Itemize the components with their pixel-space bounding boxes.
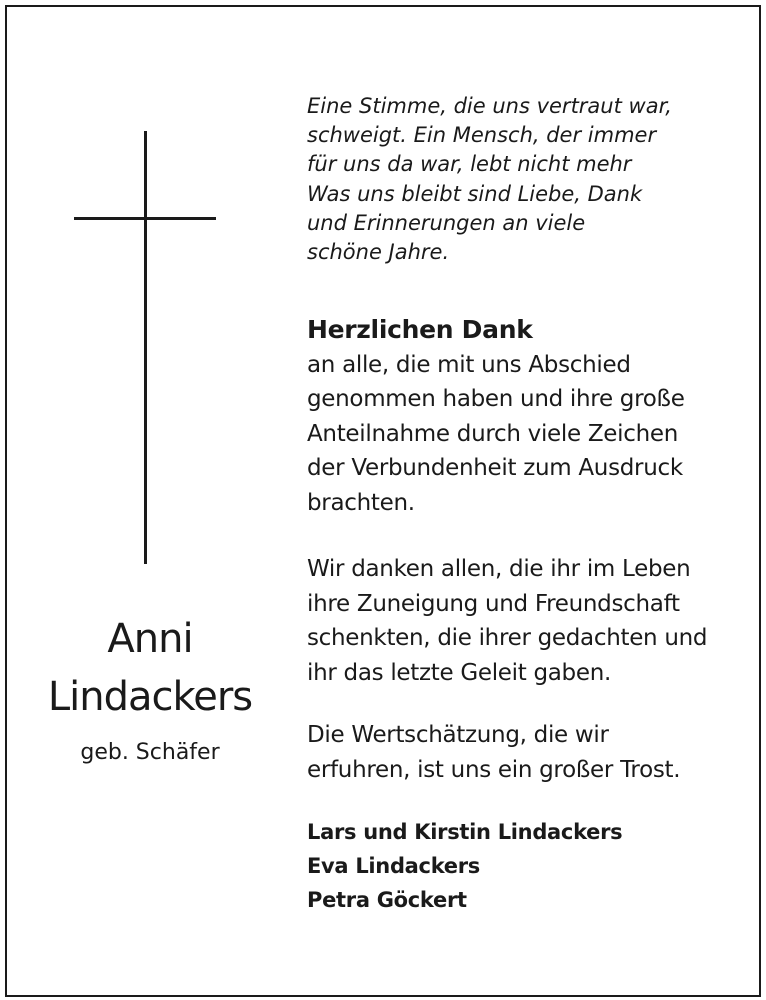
- poem-line: Eine Stimme, die uns vertraut war,: [307, 94, 672, 118]
- gratitude-line: ihre Zuneigung und Freundschaft: [307, 590, 680, 617]
- gratitude-paragraph: [307, 552, 747, 690]
- thanks-line: Anteilnahme durch viele Zeichen: [307, 420, 678, 447]
- signer-name: Eva Lindackers: [307, 854, 480, 878]
- comfort-paragraph: [307, 718, 747, 787]
- poem-line: für uns da war, lebt nicht mehr: [307, 152, 632, 177]
- first-name: Anni: [107, 616, 193, 662]
- thanks-paragraph: [307, 313, 747, 520]
- last-name: Lindackers: [47, 674, 253, 720]
- comfort-line: erfuhren, ist uns ein großer Trost.: [307, 756, 681, 783]
- comfort-line: Die Wertschätzung, die wir: [307, 722, 609, 748]
- cross-horizontal-bar: [74, 217, 216, 220]
- deceased-name-block: [20, 610, 280, 768]
- poem: [307, 92, 727, 267]
- signers-list: [307, 815, 747, 917]
- poem-line: Was uns bleibt sind Liebe, Dank: [307, 181, 643, 206]
- poem-line: und Erinnerungen an viele: [307, 210, 586, 235]
- gratitude-line: Wir danken allen, die ihr im Leben: [307, 556, 691, 582]
- poem-line: schöne Jahre.: [307, 240, 450, 265]
- thanks-heading: Herzlichen Dank: [307, 315, 533, 344]
- gratitude-line: ihr das letzte Geleit gaben.: [307, 659, 611, 686]
- poem-line: schweigt. Ein Mensch, der immer: [307, 123, 657, 148]
- gratitude-line: schenkten, die ihrer gedachten und: [307, 625, 708, 651]
- birth-name: geb. Schäfer: [80, 740, 220, 765]
- thanks-line: genommen haben und ihre große: [307, 386, 685, 412]
- thanks-line: an alle, die mit uns Abschied: [307, 351, 631, 378]
- signer-name: Petra Göckert: [307, 888, 467, 912]
- thanks-line: brachten.: [307, 489, 415, 516]
- thanks-line: der Verbundenheit zum Ausdruck: [307, 455, 683, 481]
- signer-name: Lars und Kirstin Lindackers: [307, 820, 623, 844]
- cross-vertical-bar: [144, 131, 147, 564]
